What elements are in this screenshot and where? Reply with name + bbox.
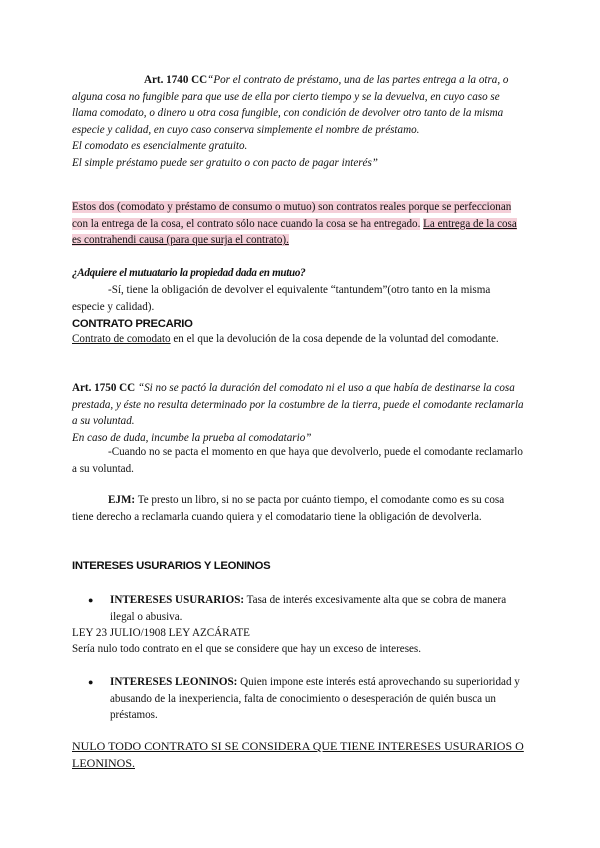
leoninos-term: INTERESES LEONINOS: bbox=[110, 676, 238, 688]
art-1740-paragraph bbox=[72, 72, 524, 172]
highlight-text-2: La entrega de la cosa es contrahendi causa (para que surja el contrato). bbox=[72, 217, 517, 247]
question-answer bbox=[72, 282, 524, 315]
highlight-text-1: Estos dos (comodato y préstamo de consumo o mutuo) son contratos reales porque se perfeccionan con la entrega de la cosa, el contrato sólo nace cuando la cosa se ha entregado. bbox=[72, 201, 512, 230]
art-1750-paragraph bbox=[72, 380, 524, 446]
nulo-line: Sería nulo todo contrato en el que se considere que hay un exceso de intereses. bbox=[72, 643, 422, 655]
leoninos-def: Quien impone este interés está aprovechando su superioridad y abusando de la inexperiencia, falta de conocimiento o desesperación de quién busca un préstamos. bbox=[110, 676, 520, 722]
bullet-icon: ● bbox=[88, 677, 94, 687]
bullet-usurarios bbox=[88, 592, 524, 625]
art-1740-label: Art. 1740 CC bbox=[144, 74, 208, 86]
example-text: Te presto un libro, si no se pacta por cuánto tiempo, el comodante como es su cosa tiene derecho a reclamarla cuando quiera y el comodatario tiene la obligación de devolverla. bbox=[72, 494, 505, 523]
example-paragraph bbox=[72, 492, 524, 525]
art-1740-simple: El simple préstamo puede ser gratuito o con pacto de pagar interés” bbox=[72, 156, 378, 169]
closing-statement: NULO TODO CONTRATO SI SE CONSIDERA QUE TIENE INTERESES USURARIOS O LEONINOS. bbox=[72, 739, 524, 770]
precario-heading: CONTRATO PRECARIO bbox=[72, 318, 193, 330]
art-1740-rest: alguna cosa no fungible para que use de ella por cierto tiempo y se la devuelva, en cuyo caso se llama comodato, o dinero u otra cosa fungible, con condición de devolver otro tanto de la misma especie y calidad, en cuyo caso conserva simplemente el nombre de préstamo. bbox=[72, 90, 504, 136]
intereses-heading: INTERESES USURARIOS Y LEONINOS bbox=[72, 560, 271, 572]
precario-paragraph bbox=[72, 331, 524, 348]
art-1740-comodato: El comodato es esencialmente gratuito. bbox=[72, 140, 248, 153]
precario-definition: en el que la devolución de la cosa depende de la voluntad del comodante. bbox=[170, 333, 499, 345]
ley-line: LEY 23 JULIO/1908 LEY AZCÁRATE bbox=[72, 627, 250, 639]
usurarios-term: INTERESES USURARIOS: bbox=[110, 594, 245, 606]
bullet-icon: ● bbox=[88, 595, 94, 605]
art-1750-explanation bbox=[72, 444, 524, 477]
precario-term: Contrato de comodato bbox=[72, 333, 171, 345]
art-1750-label: Art. 1750 CC bbox=[72, 382, 136, 394]
bullet-leoninos bbox=[88, 674, 524, 724]
art-1740-line1: “Por el contrato de préstamo, una de las partes entrega a la otra, o bbox=[207, 74, 509, 86]
question-title: ¿Adquiere el mutuatario la propiedad dada en mutuo? bbox=[72, 267, 306, 279]
question-answer-text: -Sí, tiene la obligación de devolver el equivalente “tantundem”(otro tanto en la misma especie y calidad). bbox=[72, 284, 491, 313]
usurarios-def: Tasa de interés excesivamente alta que se cobra de manera ilegal o abusiva. bbox=[110, 594, 507, 623]
example-label: EJM: bbox=[108, 494, 136, 506]
art-1750-text: “Si no se pactó la duración del comodato ni el uso a que había de destinarse la cosa prestada, y éste no resulta determinado por la costumbre de la tierra, puede el comodante reclamarla a su voluntad. bbox=[72, 382, 524, 428]
highlight-paragraph bbox=[72, 199, 524, 249]
art-1750-explanation-text: -Cuando no se pacta el momento en que haya que devolverlo, puede el comodante reclamarlo a su voluntad. bbox=[72, 446, 523, 475]
art-1750-duda: En caso de duda, incumbe la prueba al comodatario” bbox=[72, 431, 312, 444]
